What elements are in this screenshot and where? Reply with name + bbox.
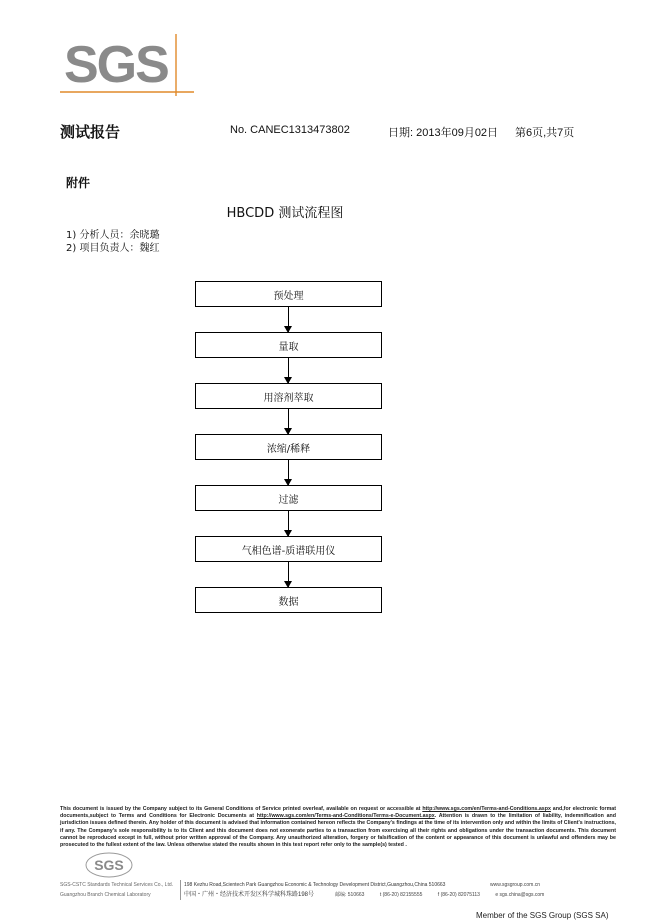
address-cn: 中国・广州・经济技术开发区科学城科珠路198号 bbox=[184, 892, 315, 898]
flow-arrow bbox=[288, 562, 289, 587]
flow-step-solvent-extraction: 用溶剂萃取 bbox=[195, 383, 382, 409]
legal-disclaimer bbox=[60, 806, 616, 849]
footer bbox=[60, 880, 620, 910]
analyst-line: 1) 分析人员：余晓璐 bbox=[66, 230, 160, 241]
appendix-label: 附件 bbox=[66, 176, 91, 190]
member-note: Member of the SGS Group (SGS SA) bbox=[476, 911, 609, 920]
flow-arrow bbox=[288, 307, 289, 332]
flowchart-title: HBCDD 测试流程图 bbox=[226, 206, 344, 221]
sgs-seal bbox=[84, 852, 134, 878]
email: e sgs.china@sgs.com bbox=[495, 892, 545, 898]
footer-contacts bbox=[335, 890, 558, 900]
website: www.sgsgroup.com.cn bbox=[490, 882, 541, 888]
address-en: 198 Kezhu Road,Scientech Park Guangzhou Economic & Technology Development District,Guangzhou,China 510663 bbox=[184, 882, 446, 888]
personnel-list bbox=[66, 229, 159, 255]
footer-company bbox=[60, 880, 173, 900]
footer-company-name: SGS-CSTC Standards Technical Services Co., Ltd. bbox=[60, 882, 174, 888]
page-indicator: 第6页,共7页 bbox=[515, 127, 575, 139]
report-title: 测试报告 bbox=[60, 123, 121, 141]
flow-arrow bbox=[288, 460, 289, 485]
logo-text: SGS bbox=[64, 36, 168, 94]
telephone: t (86-20) 82155555 bbox=[379, 892, 423, 898]
flow-step-data: 数据 bbox=[195, 587, 382, 613]
postcode: 邮编: 510663 bbox=[335, 892, 365, 898]
report-date: 日期: 2013年09月02日 bbox=[388, 127, 499, 139]
report-number: No. CANEC1313473802 bbox=[230, 124, 350, 136]
disclaimer-text-3: . Attention is drawn to the limitation of liability, indemnification and jurisdiction issues defined therein. Any holder of this document is advised that information contained hereon reflects the Company's findings at the time of its intervention only and within the limits of Client's instructions, if any. The Company's sole responsibility is to its Client and this document does not exonerate parties to a transaction from exercising all their rights and obligations under the transaction documents. This document cannot be reproduced except in full, without prior written approval of the Company. Any unauthorized alteration, forgery or falsification of the content or appearance of this document is unlawful and offenders may be prosecuted to the fullest extent of the law. Unless otherwise stated the results shown in this test report refer only to the sample(s) tested . bbox=[60, 813, 616, 849]
flow-step-gc-ms: 气相色谱-质谱联用仪 bbox=[195, 536, 382, 562]
flow-step-filter: 过滤 bbox=[195, 485, 382, 511]
svg-text:SGS: SGS bbox=[94, 857, 124, 873]
flow-arrow bbox=[288, 358, 289, 383]
flow-arrow bbox=[288, 409, 289, 434]
flow-step-concentrate-dilute: 浓缩/稀释 bbox=[195, 434, 382, 460]
footer-lab-name: Guangzhou Branch Chemical Laboratory bbox=[60, 892, 151, 898]
sgs-logo bbox=[60, 30, 195, 100]
flow-step-measure: 量取 bbox=[195, 332, 382, 358]
disclaimer-text-2: and,for electronic format documents,subject to Terms and Conditions for Electronic Documents at bbox=[60, 806, 616, 820]
disclaimer-text-1: This document is issued by the Company subject to its General Conditions of Service printed overleaf, available on request or accessible at bbox=[60, 806, 423, 812]
flow-step-pretreatment: 预处理 bbox=[195, 281, 382, 307]
fax: f (86-20) 82075113 bbox=[437, 892, 480, 898]
e-document-terms-link[interactable]: http://www.sgs.com/en/Terms-and-Conditions/Terms-e-Document.aspx bbox=[256, 813, 435, 820]
terms-link[interactable]: http://www.sgs.com/en/Terms-and-Conditions.aspx bbox=[422, 806, 551, 812]
report-header bbox=[0, 121, 650, 141]
project-lead-line: 2) 项目负责人：魏红 bbox=[66, 243, 160, 254]
footer-divider bbox=[180, 880, 181, 900]
flow-arrow bbox=[288, 511, 289, 536]
